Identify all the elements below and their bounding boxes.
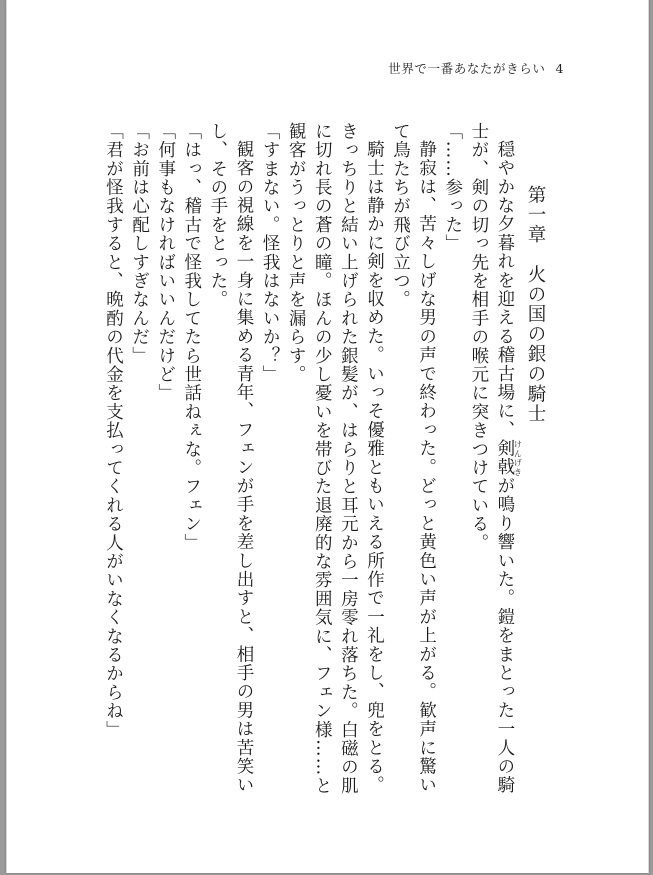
book-page [6, 0, 649, 873]
ruby-reading: けんげき [513, 438, 523, 477]
vertical-text-body [103, 122, 548, 812]
ruby-base: 剣戟 [494, 438, 515, 477]
running-header [388, 59, 564, 77]
dialogue-line: 「はっ、稽古で怪我してたら世話ねぇな。フェン」 [181, 122, 202, 553]
paragraph: 観客の視線を一身に集める青年、フェンが手を差し出すと、相手の男は苦笑いし、その手をとった。 [207, 122, 254, 794]
paragraph [466, 122, 522, 812]
paragraph: 静寂は、苦々しげな男の声で終わった。どっと黄色い声が上がる。歓声に驚いて鳥たちが飛び立つ。 [390, 122, 437, 794]
ruby-word [494, 438, 523, 477]
chapter-heading: 第一章 火の国の銀の騎士 [525, 184, 546, 424]
paragraph-text: 穏やかな夕暮れを迎える稽古場に、 [494, 139, 515, 439]
book-title: 世界で一番あなたがきらい [388, 61, 546, 76]
dialogue-line: 「お前は心配しすぎなんだ」 [129, 122, 150, 366]
paragraph-text: が鳴り響いた。鎧をまとった一人の騎士が、剣の切っ先を相手の喉元に突きつけている。 [468, 122, 515, 795]
paragraph: 騎士は静かに剣を収めた。いっそ優雅ともいえる所作で一礼をし、兜をとる。きっちりと結い上げられた銀髪が、はらりと耳元から一房零れ落ちた。白磁の肌に切れ長の蒼の瞳。ほんの少し憂いを帯びた退廃的な雰囲気に、フェン様……と観客がうっとりと声を漏らす。 [286, 122, 385, 796]
dialogue-line: 「君が怪我すると、晩酌の代金を支払ってくれる人がいなくなるからね」 [103, 122, 124, 740]
page-number: 4 [555, 61, 564, 76]
dialogue-line: 「何事もなければいいんだけど」 [155, 122, 176, 403]
dialogue-line: 「……参った」 [442, 122, 463, 253]
dialogue-line: 「すまない。怪我はないか？」 [260, 122, 281, 384]
